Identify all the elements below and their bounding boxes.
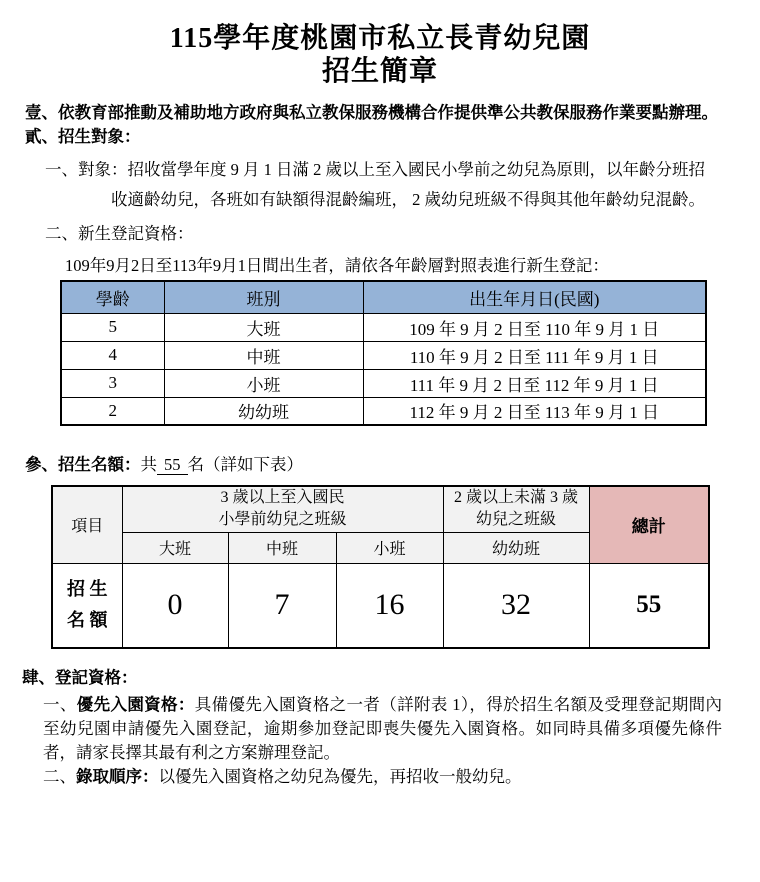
age-table-header-class: 班別 — [164, 281, 363, 313]
quota-group1-header — [122, 486, 443, 532]
sub-header-junior: 小班 — [336, 532, 443, 563]
section-basis-text: 壹、依教育部推動及補助地方政府與私立教保服務機構合作提供準公共教保服務作業要點辦理。 — [25, 103, 718, 122]
age-table-intro: 109年9月2日至113年9月1日間出生者，請依各年齡層對照表進行新生登記： — [65, 256, 609, 275]
age-table-row — [61, 313, 706, 341]
quota-row-label-line1: 招 生 — [67, 579, 108, 600]
quota-group1-line2: 小學前幼兒之班級 — [218, 511, 347, 529]
age-table-header-row — [61, 281, 706, 313]
registration-heading: 肆、登記資格： — [22, 668, 138, 687]
registration-item2-num: 二、 — [43, 767, 76, 786]
quota-value-senior: 0 — [122, 563, 228, 648]
document-title-line2: 招生簡章 — [321, 56, 438, 87]
quota-item-header: 項目 — [52, 486, 122, 563]
age-class-table — [60, 280, 707, 426]
registration-item1-num: 一、 — [43, 695, 77, 714]
quota-total-header: 總計 — [589, 486, 709, 563]
registration-item1-text: 具備優先入園資格之一者（詳附表 1），得於招生名額及受理登記期間內至幼兒園申請優先入園登記，逾期參加登記即喪失優先入園資格。如同時具備多項優先條件者，請家長擇其最有利之方案辦理登記。 — [43, 695, 723, 762]
sub-header-senior: 大班 — [122, 532, 228, 563]
birthdate-cell: 109 年 9 月 2 日至 110 年 9 月 1 日 — [363, 313, 706, 341]
class-cell: 大班 — [164, 313, 363, 341]
quota-value-junior: 16 — [336, 563, 443, 648]
section-target-heading: 貳、招生對象： — [25, 127, 141, 146]
quota-table — [51, 485, 710, 649]
registration-item1 — [43, 693, 722, 765]
age-table-row — [61, 369, 706, 397]
class-cell: 中班 — [164, 341, 363, 369]
registration-item1-label: 優先入園資格： — [76, 695, 195, 714]
sub-header-middle: 中班 — [228, 532, 336, 563]
document-title-line1: 115學年度桃園市私立長青幼兒園 — [169, 23, 591, 54]
quota-table-group-header-row — [52, 486, 709, 532]
quota-value-total: 55 — [589, 563, 709, 648]
class-cell: 小班 — [164, 369, 363, 397]
age-cell: 5 — [61, 313, 164, 341]
age-cell: 4 — [61, 341, 164, 369]
age-table-header-age: 學齡 — [61, 281, 164, 313]
quota-heading-line — [25, 453, 760, 477]
registration-item2-text: 以優先入園資格之幼兒為優先，再招收一般幼兒。 — [158, 767, 522, 786]
quota-value-middle: 7 — [228, 563, 336, 648]
target-item1-label: 一、對象： — [45, 160, 128, 179]
class-cell: 幼幼班 — [164, 397, 363, 425]
age-table-header-birthdate: 出生年月日(民國) — [363, 281, 706, 313]
quota-group2-header — [443, 486, 589, 532]
sub-header-toddler: 幼幼班 — [443, 532, 589, 563]
quota-group2-line2: 幼兒之班級 — [476, 511, 557, 529]
birthdate-cell: 112 年 9 月 2 日至 113 年 9 月 1 日 — [363, 397, 706, 425]
quota-table-data-row — [52, 563, 709, 648]
registration-item2-label: 錄取順序： — [76, 767, 159, 786]
document-page — [0, 22, 760, 882]
quota-prefix: 共 — [140, 455, 157, 474]
quota-group1-line1: 3 歲以上至入國民 — [220, 489, 345, 507]
section-target-item1 — [0, 155, 720, 215]
quota-count: 55 — [157, 455, 188, 475]
quota-row-label-line2: 名 額 — [67, 610, 108, 631]
quota-row-label — [52, 563, 122, 648]
quota-value-toddler: 32 — [443, 563, 589, 648]
quota-group2-line1: 2 歲以上未滿 3 歲 — [454, 489, 579, 507]
registration-item2 — [43, 765, 722, 789]
age-cell: 3 — [61, 369, 164, 397]
quota-suffix: 名（詳如下表） — [187, 455, 303, 474]
target-item1-text: 招收當學年度 9 月 1 日滿 2 歲以上至入國民小學前之幼兒為原則，以年齡分班招收適齡幼兒，各班如有缺額得混齡編班， 2 歲幼兒班級不得與其他年齡幼兒混齡。 — [111, 160, 705, 209]
birthdate-cell: 110 年 9 月 2 日至 111 年 9 月 1 日 — [363, 341, 706, 369]
section-target-item2: 二、新生登記資格： — [45, 224, 194, 243]
age-cell: 2 — [61, 397, 164, 425]
birthdate-cell: 111 年 9 月 2 日至 112 年 9 月 1 日 — [363, 369, 706, 397]
quota-heading: 參、招生名額： — [25, 455, 141, 474]
document-title — [0, 22, 760, 88]
age-table-row — [61, 341, 706, 369]
age-table-row — [61, 397, 706, 425]
